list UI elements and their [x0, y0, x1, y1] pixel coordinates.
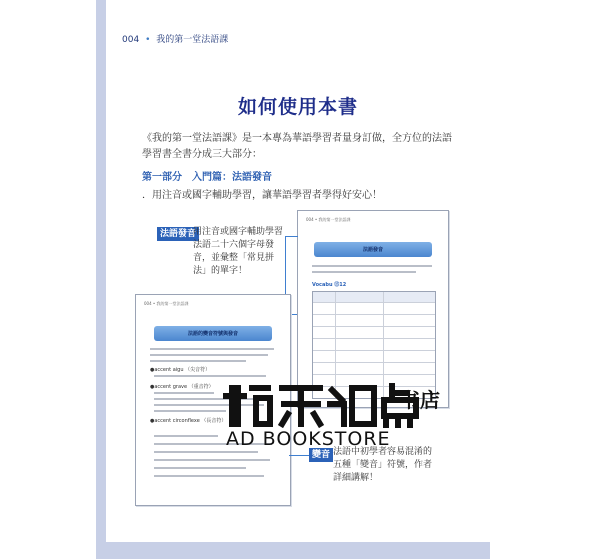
text-line	[154, 459, 270, 461]
bullet-item: ●accent grave （重音符）	[150, 384, 214, 390]
table-row	[313, 374, 435, 375]
text-line	[150, 354, 268, 356]
watermark-text: AD BOOKSTORE	[226, 428, 391, 450]
callout-text-pronunciation: 用注音或國字輔助學習法語二十六個字母發音，並彙整「常見拼法」的單字！	[193, 227, 284, 276]
table-row	[313, 338, 435, 339]
intro-paragraph: 《我的第一堂法語課》是一本專為華語學習者量身訂做，全方位的法語學習書全書分成三大部分：	[142, 133, 452, 160]
header-separator: •	[145, 35, 151, 45]
table-header	[313, 292, 435, 302]
text-line	[154, 475, 264, 477]
text-line	[312, 271, 416, 273]
text-line	[150, 348, 274, 350]
text-line	[154, 392, 214, 394]
text-line	[154, 375, 266, 377]
text-line	[154, 435, 218, 437]
table-row	[313, 362, 435, 363]
sample-header: 004 • 我的第一堂法語課	[144, 301, 189, 306]
part1-heading: 第一部分 入門篇：法語發音	[142, 172, 272, 183]
callout-text-accents: 法語中初學者容易混淆的五種「變音」符號，作者詳細講解！	[333, 447, 433, 483]
text-line	[154, 410, 226, 412]
text-line	[154, 467, 246, 469]
page-number: 004	[122, 35, 140, 45]
table-row	[313, 302, 435, 303]
text-line	[154, 451, 258, 453]
text-line	[312, 265, 432, 267]
part1-description: ．用注音或國字輔助學習，讓華語學習者學得好安心！	[142, 190, 382, 201]
bullet-item: ●accent aigu （尖音符）	[150, 367, 211, 373]
callout-connector-2	[289, 455, 309, 456]
table-row	[313, 326, 435, 327]
watermark-small-text: 书店	[400, 388, 440, 412]
text-line	[150, 360, 246, 362]
table-row	[313, 314, 435, 315]
callout-tag-pronunciation: 法語發音	[157, 227, 199, 241]
sample-title-bar: 法語的變音符號與發音	[154, 326, 272, 341]
vocab-label: Vocabu ⑮12	[312, 282, 347, 288]
sample-page-right	[297, 210, 449, 408]
running-header	[122, 32, 228, 45]
sample-header: 004 • 我的第一堂法語課	[306, 217, 351, 222]
table-row	[313, 350, 435, 351]
bookstore-logo-icon	[222, 380, 482, 428]
callout-tag-accents: 變音	[309, 448, 333, 462]
page-title: 如何使用本書	[237, 96, 358, 118]
book-title: 我的第一堂法語課	[156, 35, 229, 45]
sample-title-bar: 法語發音	[314, 242, 432, 257]
bullet-item: ●accent circonflexe （長音符）	[150, 418, 227, 424]
